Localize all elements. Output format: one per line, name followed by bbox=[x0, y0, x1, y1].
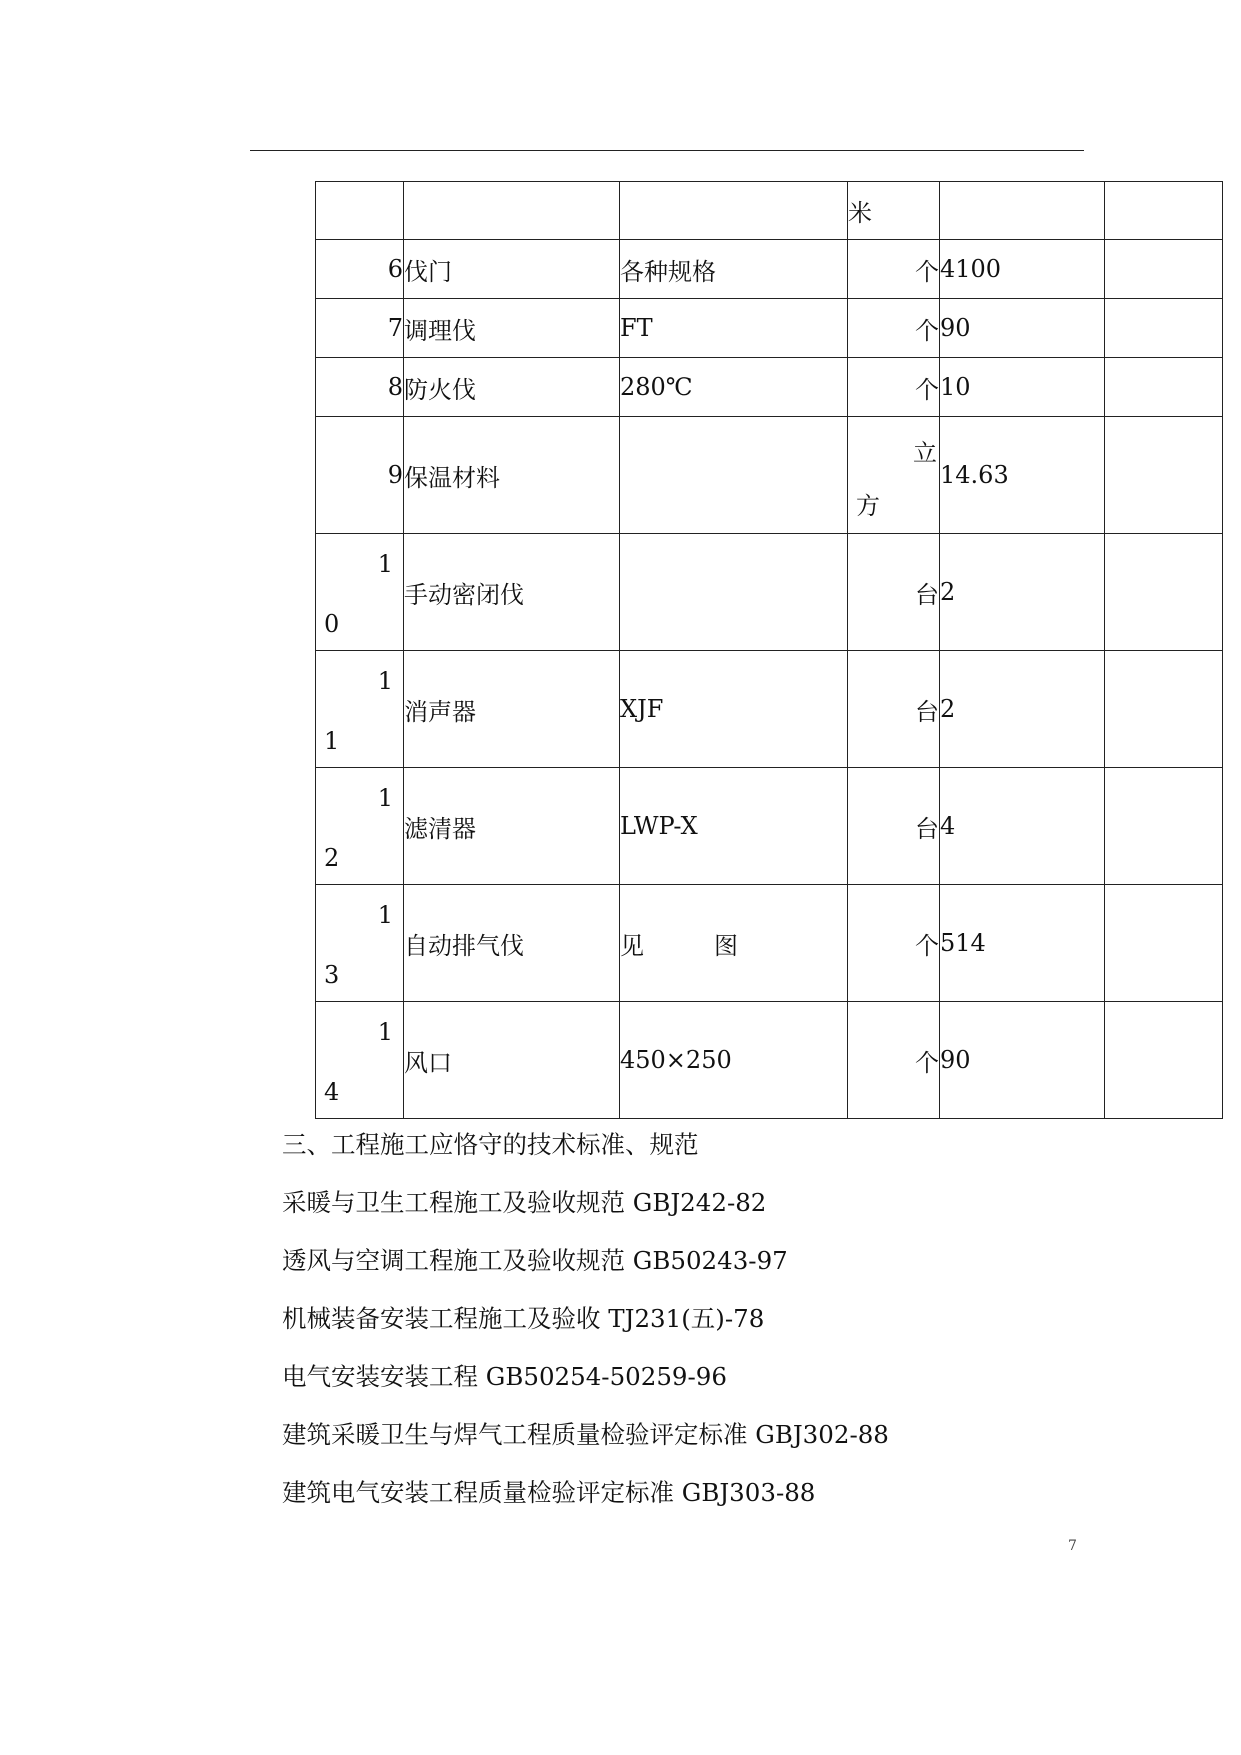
cell-name: 调理伐 bbox=[404, 299, 620, 358]
cell-note bbox=[1105, 358, 1223, 417]
cell-note bbox=[1105, 534, 1223, 651]
materials-table bbox=[315, 181, 1223, 1119]
no-text-top: 1 bbox=[377, 1018, 393, 1046]
cell-qty: 90 bbox=[940, 299, 1105, 358]
cell-name: 滤清器 bbox=[404, 768, 620, 885]
standard-item: 建筑采暖卫生与焊气工程质量检验评定标准 GBJ302-88 bbox=[282, 1420, 889, 1449]
cell-spec bbox=[620, 885, 848, 1002]
cell-spec: 450×250 bbox=[620, 1002, 848, 1119]
no-text-top: 1 bbox=[377, 901, 393, 929]
cell-unit: 台 bbox=[848, 534, 940, 651]
table-row bbox=[316, 651, 1223, 768]
cell-note bbox=[1105, 299, 1223, 358]
cell-name: 保温材料 bbox=[404, 417, 620, 534]
cell-note bbox=[1105, 240, 1223, 299]
cell-note bbox=[1105, 1002, 1223, 1119]
cell-name: 自动排气伐 bbox=[404, 885, 620, 1002]
cell-no bbox=[316, 1002, 404, 1119]
cell-name: 消声器 bbox=[404, 651, 620, 768]
cell-no bbox=[316, 651, 404, 768]
cell-spec bbox=[620, 182, 848, 240]
cell-spec: 280℃ bbox=[620, 358, 848, 417]
cell-name: 风口 bbox=[404, 1002, 620, 1119]
cell-qty: 2 bbox=[940, 651, 1105, 768]
cell-qty: 10 bbox=[940, 358, 1105, 417]
cell-unit: 台 bbox=[848, 768, 940, 885]
cell-no bbox=[316, 885, 404, 1002]
cell-qty: 4 bbox=[940, 768, 1105, 885]
cell-spec bbox=[620, 417, 848, 534]
cell-no: 7 bbox=[316, 299, 404, 358]
cell-unit bbox=[848, 182, 940, 240]
table-row bbox=[316, 1002, 1223, 1119]
standard-item: 透风与空调工程施工及验收规范 GB50243-97 bbox=[282, 1246, 788, 1275]
cell-qty: 14.63 bbox=[940, 417, 1105, 534]
cell-note bbox=[1105, 182, 1223, 240]
spec-text-right: 图 bbox=[714, 931, 738, 960]
standard-item: 机械装备安装工程施工及验收 TJ231(五)-78 bbox=[282, 1304, 765, 1333]
cell-note bbox=[1105, 768, 1223, 885]
standard-item: 采暖与卫生工程施工及验收规范 GBJ242-82 bbox=[282, 1188, 767, 1217]
table-row bbox=[316, 299, 1223, 358]
page-number: 7 bbox=[1068, 1538, 1077, 1554]
cell-name bbox=[404, 182, 620, 240]
cell-unit: 个 bbox=[848, 358, 940, 417]
cell-no: 8 bbox=[316, 358, 404, 417]
cell-note bbox=[1105, 885, 1223, 1002]
table-row bbox=[316, 768, 1223, 885]
standard-item: 建筑电气安装工程质量检验评定标准 GBJ303-88 bbox=[282, 1478, 816, 1507]
no-text-bottom: 1 bbox=[324, 727, 340, 755]
header-rule bbox=[250, 150, 1084, 151]
cell-unit: 个 bbox=[848, 1002, 940, 1119]
cell-qty: 4100 bbox=[940, 240, 1105, 299]
no-text-top: 1 bbox=[377, 667, 393, 695]
no-text-bottom: 2 bbox=[324, 844, 340, 872]
cell-unit: 个 bbox=[848, 885, 940, 1002]
cell-qty: 2 bbox=[940, 534, 1105, 651]
cell-spec: FT bbox=[620, 299, 848, 358]
spec-text-left: 见 bbox=[620, 931, 644, 960]
unit-text: 米 bbox=[848, 199, 872, 227]
cell-spec: 各种规格 bbox=[620, 240, 848, 299]
cell-name: 伐门 bbox=[404, 240, 620, 299]
cell-note bbox=[1105, 651, 1223, 768]
cell-spec: XJF bbox=[620, 651, 848, 768]
cell-qty: 514 bbox=[940, 885, 1105, 1002]
cell-no bbox=[316, 182, 404, 240]
cell-no: 9 bbox=[316, 417, 404, 534]
cell-note bbox=[1105, 417, 1223, 534]
standard-item: 电气安装安装工程 GB50254-50259-96 bbox=[282, 1362, 727, 1391]
table-row bbox=[316, 182, 1223, 240]
cell-spec: LWP-X bbox=[620, 768, 848, 885]
cell-unit bbox=[848, 417, 940, 534]
table-row bbox=[316, 885, 1223, 1002]
cell-unit: 个 bbox=[848, 240, 940, 299]
table-row bbox=[316, 417, 1223, 534]
table-row bbox=[316, 240, 1223, 299]
cell-unit: 个 bbox=[848, 299, 940, 358]
table-row bbox=[316, 534, 1223, 651]
cell-name: 手动密闭伐 bbox=[404, 534, 620, 651]
no-text-top: 1 bbox=[377, 550, 393, 578]
cell-no bbox=[316, 768, 404, 885]
cell-name: 防火伐 bbox=[404, 358, 620, 417]
no-text-bottom: 0 bbox=[324, 610, 340, 638]
cell-no bbox=[316, 534, 404, 651]
table-row bbox=[316, 358, 1223, 417]
unit-text-top: 立 bbox=[913, 439, 937, 467]
cell-qty bbox=[940, 182, 1105, 240]
cell-unit: 台 bbox=[848, 651, 940, 768]
no-text-bottom: 4 bbox=[324, 1078, 340, 1106]
unit-text-bottom: 方 bbox=[856, 492, 880, 520]
section-heading: 三、工程施工应恪守的技术标准、规范 bbox=[282, 1130, 699, 1159]
cell-no: 6 bbox=[316, 240, 404, 299]
no-text-top: 1 bbox=[377, 784, 393, 812]
no-text-bottom: 3 bbox=[324, 961, 340, 989]
cell-qty: 90 bbox=[940, 1002, 1105, 1119]
cell-spec bbox=[620, 534, 848, 651]
